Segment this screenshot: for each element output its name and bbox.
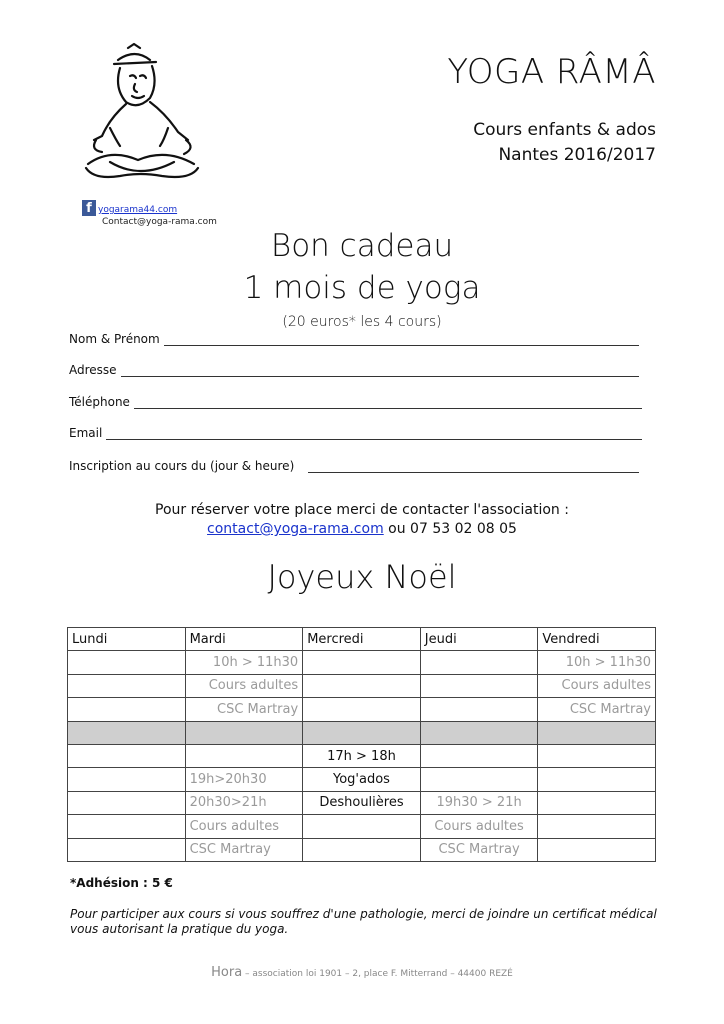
table-cell (68, 721, 186, 744)
table-cell (538, 838, 656, 861)
phone-field[interactable] (69, 395, 642, 409)
table-cell (68, 674, 186, 697)
table-cell: CSC Martray (538, 698, 656, 721)
table-cell (538, 791, 656, 814)
email-label: Email (69, 426, 103, 440)
table-cell (68, 838, 186, 861)
schedule-table (67, 627, 656, 862)
table-row (68, 838, 656, 861)
footer (0, 965, 724, 980)
contact-phone: ou 07 53 02 08 05 (383, 521, 517, 537)
schedule-header-row (68, 628, 656, 651)
subtitle-courses: Cours enfants & ados (473, 120, 656, 140)
medical-note-line2: vous autorisant la pratique du yoga. (70, 922, 289, 936)
subtitle-season: Nantes 2016/2017 (498, 145, 656, 165)
table-row-separator (68, 721, 656, 744)
table-cell (185, 721, 303, 744)
name-line[interactable] (164, 333, 639, 346)
table-cell (420, 651, 538, 674)
inscription-line[interactable] (308, 460, 639, 473)
table-cell: 10h > 11h30 (185, 651, 303, 674)
phone-label: Téléphone (69, 395, 130, 409)
table-cell (420, 698, 538, 721)
table-cell (538, 744, 656, 767)
medical-note-line1: Pour participer aux cours si vous souffrez d'une pathologie, merci de joindre un certificat médical (70, 907, 657, 921)
table-cell: 10h > 11h30 (538, 651, 656, 674)
gift-title: Bon cadeau (270, 228, 454, 264)
table-row (68, 815, 656, 838)
table-row (68, 791, 656, 814)
table-cell (538, 721, 656, 744)
table-cell: Yog'ados (303, 768, 421, 791)
table-cell (303, 721, 421, 744)
yoga-figure-logo (80, 40, 205, 200)
reserve-contact (0, 521, 724, 537)
table-cell: CSC Martray (420, 838, 538, 861)
table-cell (420, 674, 538, 697)
brand-title: YOGA RÂMÂ (447, 52, 656, 92)
table-cell (68, 791, 186, 814)
contact-email-link[interactable]: contact@yoga-rama.com (207, 521, 384, 537)
table-cell (68, 744, 186, 767)
table-row (68, 698, 656, 721)
inscription-label: Inscription au cours du (jour & heure) (69, 459, 295, 473)
header-jeudi: Jeudi (420, 628, 538, 651)
reserve-instructions: Pour réserver votre place merci de contacter l'association : (155, 502, 569, 518)
table-cell (303, 651, 421, 674)
table-cell (303, 838, 421, 861)
membership-fee: *Adhésion : 5 € (70, 876, 173, 890)
table-cell: Cours adultes (185, 674, 303, 697)
inscription-field[interactable] (69, 459, 639, 473)
header-vendredi: Vendredi (538, 628, 656, 651)
table-cell (303, 815, 421, 838)
table-cell: Cours adultes (185, 815, 303, 838)
table-cell (68, 651, 186, 674)
facebook-link[interactable]: yogarama44.com (98, 205, 178, 215)
address-field[interactable] (69, 363, 639, 377)
table-cell: CSC Martray (185, 698, 303, 721)
table-cell: 17h > 18h (303, 744, 421, 767)
facebook-icon: f (82, 200, 96, 216)
contact-email-small: Contact@yoga-rama.com (102, 217, 217, 227)
table-cell (420, 721, 538, 744)
table-cell (303, 698, 421, 721)
table-cell: 19h>20h30 (185, 768, 303, 791)
table-cell (420, 768, 538, 791)
table-cell: Deshoulières (303, 791, 421, 814)
gift-price: (20 euros* les 4 cours) (282, 314, 442, 330)
name-field[interactable] (69, 332, 639, 346)
email-field[interactable] (69, 426, 642, 440)
phone-line[interactable] (134, 396, 642, 409)
gift-subtitle: 1 mois de yoga (243, 270, 481, 306)
address-label: Adresse (69, 363, 117, 377)
table-row (68, 744, 656, 767)
table-cell (185, 744, 303, 767)
table-cell: Cours adultes (538, 674, 656, 697)
table-cell (303, 674, 421, 697)
table-cell: 20h30>21h (185, 791, 303, 814)
table-cell: Cours adultes (420, 815, 538, 838)
header-lundi: Lundi (68, 628, 186, 651)
name-label: Nom & Prénom (69, 332, 160, 346)
table-row (68, 674, 656, 697)
table-cell: CSC Martray (185, 838, 303, 861)
greeting-title: Joyeux Noël (267, 558, 457, 596)
footer-address: – association loi 1901 – 2, place F. Mitterrand – 44400 REZÉ (242, 969, 513, 979)
table-row (68, 768, 656, 791)
table-cell (538, 768, 656, 791)
address-line[interactable] (121, 364, 639, 377)
header-mardi: Mardi (185, 628, 303, 651)
table-cell (68, 698, 186, 721)
table-cell (538, 815, 656, 838)
table-cell (68, 768, 186, 791)
table-cell (420, 744, 538, 767)
table-cell (68, 815, 186, 838)
email-line[interactable] (106, 427, 642, 440)
table-cell: 19h30 > 21h (420, 791, 538, 814)
header-mercredi: Mercredi (303, 628, 421, 651)
footer-org: Hora (211, 965, 243, 980)
table-row (68, 651, 656, 674)
